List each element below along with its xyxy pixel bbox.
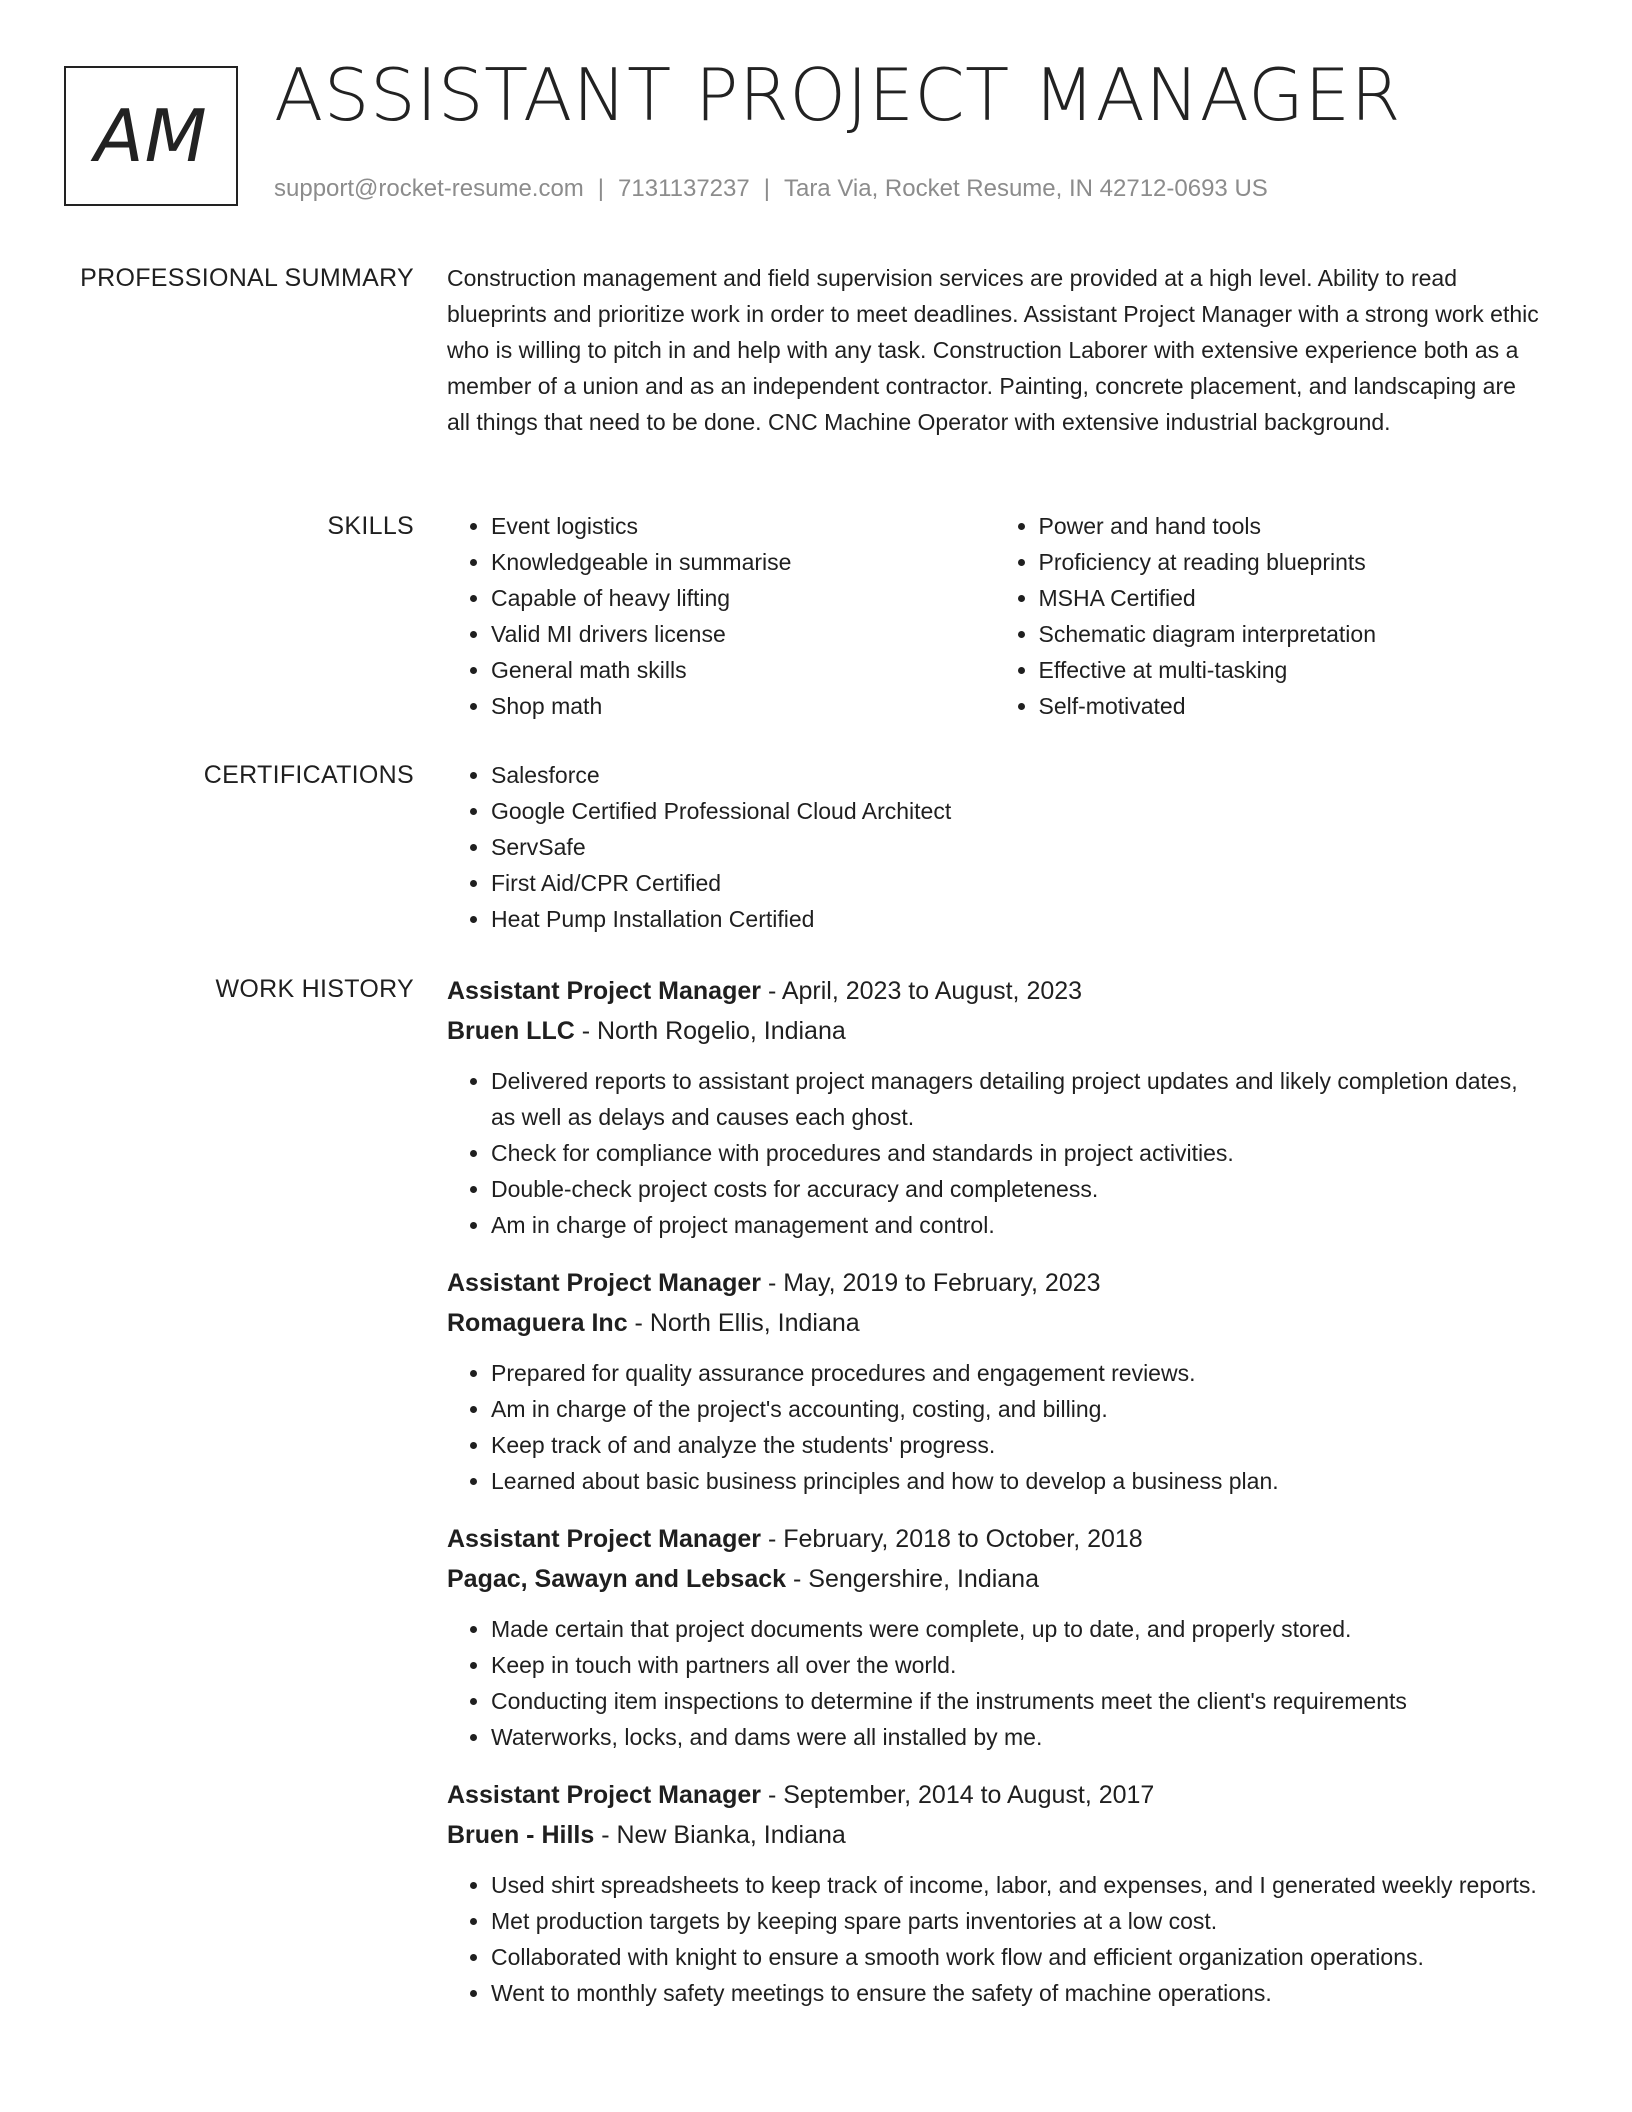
job-company: Bruen - Hills: [447, 1821, 595, 1849]
job-bullets: [447, 1063, 1542, 1243]
job-title: Assistant Project Manager: [447, 977, 761, 1005]
certification-item: • Google Certified Professional Cloud Architect: [491, 793, 1542, 829]
skill-item: • Capable of heavy lifting: [491, 580, 995, 616]
monogram-initials: AM: [94, 94, 208, 178]
job-entry: [447, 1263, 1542, 1499]
job-bullet: • Used shirt spreadsheets to keep track of income, labor, and expenses, and I generated weekly reports.: [491, 1867, 1542, 1903]
job-location: - Sengershire, Indiana: [786, 1565, 1039, 1593]
job-company-line: [447, 1815, 1542, 1855]
work-history-label: WORK HISTORY: [215, 975, 414, 1003]
skill-item: • Knowledgeable in summarise: [491, 544, 995, 580]
job-bullet: • Am in charge of project management and control.: [491, 1207, 1542, 1243]
certification-item: • First Aid/CPR Certified: [491, 865, 1542, 901]
skill-item: • Shop math: [491, 688, 995, 724]
job-bullet: • Collaborated with knight to ensure a smooth work flow and efficient organization operations.: [491, 1939, 1542, 1975]
job-bullet: • Made certain that project documents were complete, up to date, and properly stored.: [491, 1611, 1542, 1647]
resume-name: ASSISTANT PROJECT MANAGER: [274, 53, 1401, 137]
job-title: Assistant Project Manager: [447, 1781, 761, 1809]
skill-item: • Proficiency at reading blueprints: [1039, 544, 1543, 580]
skills-list-left: [447, 508, 995, 724]
skills-label: SKILLS: [327, 512, 414, 540]
skills-body: [447, 508, 1542, 724]
job-location: - New Bianka, Indiana: [594, 1821, 846, 1849]
job-bullet: • Waterworks, locks, and dams were all installed by me.: [491, 1719, 1542, 1755]
certification-item: • Heat Pump Installation Certified: [491, 901, 1542, 937]
job-dates: - February, 2018 to October, 2018: [761, 1525, 1143, 1553]
job-company: Romaguera Inc: [447, 1309, 628, 1337]
skill-item: • Valid MI drivers license: [491, 616, 995, 652]
certifications-body: [447, 757, 1542, 937]
skill-item: • Effective at multi-tasking: [1039, 652, 1543, 688]
job-location: - North Ellis, Indiana: [627, 1309, 860, 1337]
job-company: Pagac, Sawayn and Lebsack: [447, 1565, 787, 1593]
job-company-line: [447, 1011, 1542, 1051]
certification-item: • Salesforce: [491, 757, 1542, 793]
summary-body: [447, 260, 1542, 440]
job-location: - North Rogelio, Indiana: [574, 1017, 846, 1045]
job-dates: - September, 2014 to August, 2017: [761, 1781, 1155, 1809]
contact-line: [274, 175, 1268, 203]
skill-item: • MSHA Certified: [1039, 580, 1543, 616]
skill-item: • Self-motivated: [1039, 688, 1543, 724]
skill-item: • General math skills: [491, 652, 995, 688]
work-history-body: [447, 971, 1542, 2031]
job-company-line: [447, 1559, 1542, 1599]
job-entry: [447, 1519, 1542, 1755]
job-entry: [447, 971, 1542, 1243]
job-dates: - April, 2023 to August, 2023: [761, 977, 1083, 1005]
monogram-box: [64, 66, 238, 206]
job-bullets: [447, 1355, 1542, 1499]
contact-separator: |: [763, 175, 770, 202]
job-bullet: • Learned about basic business principles and how to develop a business plan.: [491, 1463, 1542, 1499]
job-title-line: [447, 971, 1542, 1011]
job-bullet: • Double-check project costs for accuracy and completeness.: [491, 1171, 1542, 1207]
job-bullet: • Met production targets by keeping spare parts inventories at a low cost.: [491, 1903, 1542, 1939]
skill-item: • Schematic diagram interpretation: [1039, 616, 1543, 652]
certification-item: • ServSafe: [491, 829, 1542, 865]
job-company-line: [447, 1303, 1542, 1343]
job-title: Assistant Project Manager: [447, 1525, 761, 1553]
job-bullet: • Keep track of and analyze the students' progress.: [491, 1427, 1542, 1463]
skill-item: • Power and hand tools: [1039, 508, 1543, 544]
job-title-line: [447, 1263, 1542, 1303]
skill-item: • Event logistics: [491, 508, 995, 544]
job-title-line: [447, 1775, 1542, 1815]
job-dates: - May, 2019 to February, 2023: [761, 1269, 1101, 1297]
job-bullet: • Prepared for quality assurance procedures and engagement reviews.: [491, 1355, 1542, 1391]
skills-columns: [447, 508, 1542, 724]
contact-phone[interactable]: 7131137237: [618, 175, 750, 202]
job-entry: [447, 1775, 1542, 2011]
job-bullets: [447, 1867, 1542, 2011]
contact-address: Tara Via, Rocket Resume, IN 42712-0693 US: [783, 175, 1268, 202]
job-bullet: • Went to monthly safety meetings to ensure the safety of machine operations.: [491, 1975, 1542, 2011]
contact-separator: |: [597, 175, 605, 202]
certifications-list: [447, 757, 1542, 937]
job-bullets: [447, 1611, 1542, 1755]
job-title: Assistant Project Manager: [447, 1269, 761, 1297]
certifications-label: CERTIFICATIONS: [203, 761, 414, 789]
summary-text: Construction management and field supervision services are provided at a high level. Ability to read blueprints and prioritize work in order to meet deadlines. Assistant Project Manager with a strong work ethic who is willing to pitch in and help with any task. Construction Laborer with extensive experience both as a member of a union and as an independent contractor. Painting, concrete placement, and landscaping are all things that need to be done. CNC Machine Operator with extensive industrial background.: [447, 265, 1539, 435]
job-bullet: • Conducting item inspections to determine if the instruments meet the client's requirements: [491, 1683, 1542, 1719]
job-title-line: [447, 1519, 1542, 1559]
job-bullet: • Delivered reports to assistant project managers detailing project updates and likely completion dates, as well as delays and causes each ghost.: [491, 1063, 1542, 1135]
job-bullet: • Am in charge of the project's accounting, costing, and billing.: [491, 1391, 1542, 1427]
job-bullet: • Keep in touch with partners all over the world.: [491, 1647, 1542, 1683]
skills-list-right: [995, 508, 1543, 724]
job-bullet: • Check for compliance with procedures and standards in project activities.: [491, 1135, 1542, 1171]
contact-email[interactable]: support@rocket-resume.com: [274, 175, 584, 202]
job-company: Bruen LLC: [447, 1017, 575, 1045]
summary-label: PROFESSIONAL SUMMARY: [80, 264, 414, 292]
